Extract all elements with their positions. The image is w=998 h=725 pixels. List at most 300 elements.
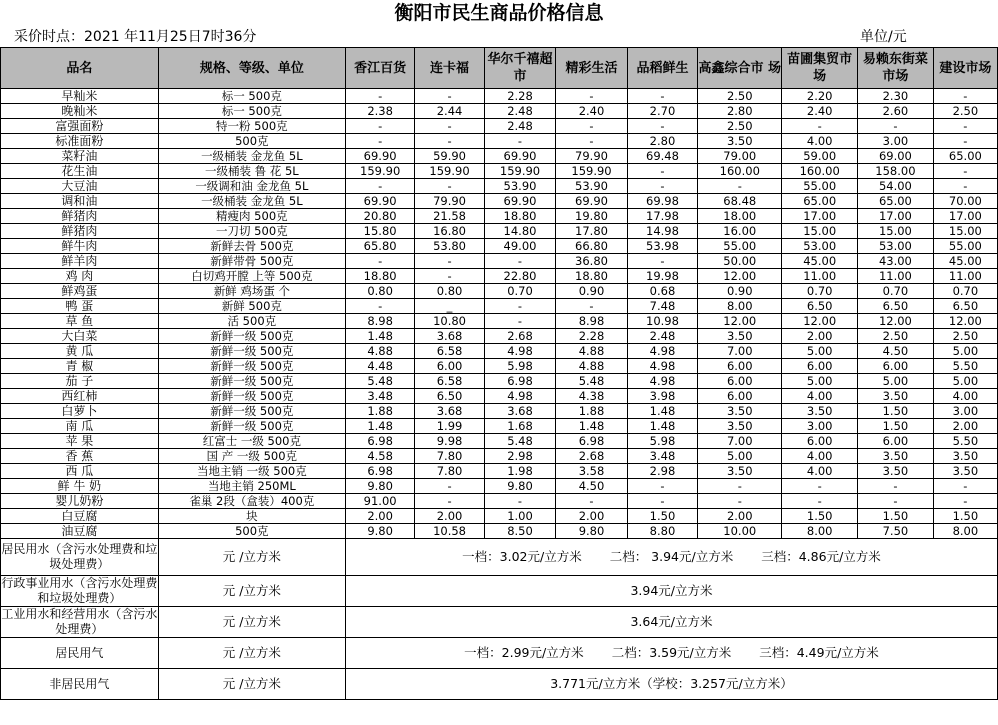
price-cell: 3.00 bbox=[858, 134, 934, 149]
price-cell: 5.48 bbox=[556, 374, 628, 389]
price-cell: 17.00 bbox=[933, 209, 997, 224]
price-cell: 79.90 bbox=[556, 149, 628, 164]
price-cell: 0.80 bbox=[415, 284, 484, 299]
price-cell: - bbox=[933, 164, 997, 179]
table-row bbox=[1, 509, 998, 524]
price-cell: 1.48 bbox=[556, 419, 628, 434]
price-cell: 4.50 bbox=[556, 479, 628, 494]
price-cell: 9.80 bbox=[484, 479, 556, 494]
price-cell: 7.48 bbox=[627, 299, 697, 314]
price-cell: 91.00 bbox=[345, 494, 414, 509]
price-cell: 3.50 bbox=[698, 134, 782, 149]
price-cell: 15.80 bbox=[345, 224, 414, 239]
price-cell: 2.68 bbox=[484, 329, 556, 344]
price-cell: 17.80 bbox=[556, 224, 628, 239]
product-name: 大白菜 bbox=[1, 329, 159, 344]
table-row bbox=[1, 179, 998, 194]
table-row bbox=[1, 524, 998, 539]
price-cell: 79.90 bbox=[415, 194, 484, 209]
product-spec: 新鲜一级 500克 bbox=[158, 404, 345, 419]
price-cell: 7.00 bbox=[698, 344, 782, 359]
price-cell: - bbox=[627, 479, 697, 494]
price-cell: 4.00 bbox=[782, 134, 858, 149]
product-spec: 当地主销 一级 500克 bbox=[158, 464, 345, 479]
price-cell: 2.28 bbox=[484, 89, 556, 104]
price-cell: 8.98 bbox=[556, 314, 628, 329]
price-cell: 10.58 bbox=[415, 524, 484, 539]
price-cell: 2.20 bbox=[782, 89, 858, 104]
unit-label: 单位/元 bbox=[860, 29, 907, 45]
price-cell: 12.00 bbox=[698, 269, 782, 284]
utility-tier: 3.94元/立方米 bbox=[630, 583, 713, 598]
product-name: 青 椒 bbox=[1, 359, 159, 374]
price-cell: - bbox=[782, 479, 858, 494]
product-spec: 红富士 一级 500克 bbox=[158, 434, 345, 449]
price-cell: 3.68 bbox=[415, 404, 484, 419]
table-row bbox=[1, 89, 998, 104]
price-cell: 5.98 bbox=[484, 359, 556, 374]
price-cell: 8.50 bbox=[484, 524, 556, 539]
price-cell: 3.48 bbox=[627, 449, 697, 464]
price-cell: 4.00 bbox=[782, 449, 858, 464]
price-cell: - bbox=[484, 254, 556, 269]
price-cell: 12.00 bbox=[933, 314, 997, 329]
price-cell: - bbox=[415, 494, 484, 509]
product-spec: 特一粉 500克 bbox=[158, 119, 345, 134]
price-cell: 4.48 bbox=[345, 359, 414, 374]
price-cell: 4.98 bbox=[627, 374, 697, 389]
price-cell: 0.70 bbox=[933, 284, 997, 299]
product-spec: 白切鸡开膛 上等 500克 bbox=[158, 269, 345, 284]
subtitle-bar bbox=[0, 27, 998, 47]
price-cell: 0.68 bbox=[627, 284, 697, 299]
price-cell: 6.00 bbox=[698, 389, 782, 404]
utility-tier: 二档：3.59元/立方米 bbox=[611, 645, 732, 660]
price-cell: 69.90 bbox=[345, 194, 414, 209]
price-cell: - bbox=[782, 494, 858, 509]
product-spec: 一级桶装 金龙鱼 5L bbox=[158, 194, 345, 209]
product-name: 白豆腐 bbox=[1, 509, 159, 524]
price-cell: 5.48 bbox=[345, 374, 414, 389]
price-cell: 159.90 bbox=[415, 164, 484, 179]
price-cell: 53.98 bbox=[627, 239, 697, 254]
product-spec: 国 产 一级 500克 bbox=[158, 449, 345, 464]
price-cell: 6.50 bbox=[415, 389, 484, 404]
price-cell: 6.98 bbox=[345, 464, 414, 479]
utility-unit: 元 /立方米 bbox=[158, 576, 345, 607]
price-cell: 1.50 bbox=[858, 509, 934, 524]
product-spec: 新鲜带骨 500克 bbox=[158, 254, 345, 269]
price-cell: - bbox=[627, 89, 697, 104]
price-cell: - bbox=[698, 479, 782, 494]
price-cell: 5.50 bbox=[933, 434, 997, 449]
header-store: 华尔千禧超 市 bbox=[484, 48, 556, 89]
product-spec: 当地主销 250ML bbox=[158, 479, 345, 494]
price-cell: 2.44 bbox=[415, 104, 484, 119]
table-row bbox=[1, 449, 998, 464]
product-name: 鲜猪肉 bbox=[1, 209, 159, 224]
price-cell: - bbox=[933, 89, 997, 104]
price-cell: 1.68 bbox=[484, 419, 556, 434]
price-cell: 0.90 bbox=[556, 284, 628, 299]
price-cell: 65.00 bbox=[782, 194, 858, 209]
price-cell: - bbox=[556, 89, 628, 104]
product-spec: 标一 500克 bbox=[158, 104, 345, 119]
price-cell: - bbox=[698, 494, 782, 509]
price-cell: 1.50 bbox=[858, 404, 934, 419]
utility-price bbox=[345, 576, 997, 607]
price-cell: 16.00 bbox=[698, 224, 782, 239]
header-name: 品名 bbox=[1, 48, 159, 89]
price-cell: 3.58 bbox=[556, 464, 628, 479]
price-cell: 53.00 bbox=[858, 239, 934, 254]
utility-unit: 元 /立方米 bbox=[158, 669, 345, 700]
price-cell: - bbox=[627, 164, 697, 179]
price-cell: 17.98 bbox=[627, 209, 697, 224]
product-spec: 新鲜 500克 bbox=[158, 299, 345, 314]
price-cell: 3.50 bbox=[698, 329, 782, 344]
table-row bbox=[1, 434, 998, 449]
price-cell: - bbox=[556, 134, 628, 149]
utility-tier: 三档：4.49元/立方米 bbox=[759, 645, 879, 660]
price-cell: 19.98 bbox=[627, 269, 697, 284]
price-cell: 2.00 bbox=[782, 329, 858, 344]
price-cell: 6.98 bbox=[484, 374, 556, 389]
price-cell: 2.00 bbox=[556, 509, 628, 524]
price-cell: 4.88 bbox=[345, 344, 414, 359]
price-cell: 21.58 bbox=[415, 209, 484, 224]
table-row bbox=[1, 299, 998, 314]
price-cell: 3.98 bbox=[627, 389, 697, 404]
table-row bbox=[1, 269, 998, 284]
price-cell: 65.00 bbox=[933, 149, 997, 164]
product-name: 草 鱼 bbox=[1, 314, 159, 329]
price-cell: 0.80 bbox=[345, 284, 414, 299]
table-row bbox=[1, 284, 998, 299]
price-cell: 8.80 bbox=[627, 524, 697, 539]
price-cell: 9.80 bbox=[345, 479, 414, 494]
table-row bbox=[1, 464, 998, 479]
price-cell: 2.50 bbox=[858, 329, 934, 344]
price-cell: 6.00 bbox=[782, 359, 858, 374]
price-cell: - bbox=[858, 119, 934, 134]
price-cell: 12.00 bbox=[782, 314, 858, 329]
utility-tier: 一档：3.02元/立方米 bbox=[462, 549, 582, 564]
price-cell: 6.00 bbox=[415, 359, 484, 374]
price-cell: 1.88 bbox=[556, 404, 628, 419]
price-cell: 11.00 bbox=[782, 269, 858, 284]
price-cell: 14.98 bbox=[627, 224, 697, 239]
price-cell: 3.50 bbox=[933, 449, 997, 464]
product-name: 西红柿 bbox=[1, 389, 159, 404]
price-cell: - bbox=[858, 494, 934, 509]
price-cell: 53.90 bbox=[484, 179, 556, 194]
price-cell: - bbox=[933, 119, 997, 134]
price-cell: 4.98 bbox=[484, 389, 556, 404]
price-cell: 3.50 bbox=[933, 464, 997, 479]
price-cell: 53.80 bbox=[415, 239, 484, 254]
price-cell: 3.50 bbox=[782, 404, 858, 419]
product-spec: 新鲜一级 500克 bbox=[158, 344, 345, 359]
price-cell: - bbox=[345, 254, 414, 269]
price-cell: 65.80 bbox=[345, 239, 414, 254]
price-cell: 2.50 bbox=[698, 119, 782, 134]
price-cell: 3.68 bbox=[415, 329, 484, 344]
price-cell: - bbox=[415, 479, 484, 494]
header-store: 连卡福 bbox=[415, 48, 484, 89]
price-cell: 4.00 bbox=[782, 389, 858, 404]
product-name: 鲜牛肉 bbox=[1, 239, 159, 254]
product-name: 大豆油 bbox=[1, 179, 159, 194]
product-name: 香 蕉 bbox=[1, 449, 159, 464]
price-cell: - bbox=[345, 299, 414, 314]
price-cell: 2.70 bbox=[627, 104, 697, 119]
table-row bbox=[1, 374, 998, 389]
product-spec: 500克 bbox=[158, 134, 345, 149]
utility-row bbox=[1, 638, 998, 669]
table-row bbox=[1, 209, 998, 224]
price-cell: 4.38 bbox=[556, 389, 628, 404]
price-cell: 2.00 bbox=[933, 419, 997, 434]
product-name: 黄 瓜 bbox=[1, 344, 159, 359]
price-cell: 15.00 bbox=[933, 224, 997, 239]
price-cell: 3.50 bbox=[858, 449, 934, 464]
price-cell: 11.00 bbox=[858, 269, 934, 284]
price-cell: 2.50 bbox=[698, 89, 782, 104]
product-name: 晚籼米 bbox=[1, 104, 159, 119]
price-cell: 5.98 bbox=[627, 434, 697, 449]
price-cell: 2.48 bbox=[484, 104, 556, 119]
product-spec: 新鲜一级 500克 bbox=[158, 329, 345, 344]
price-cell: 1.48 bbox=[627, 419, 697, 434]
utility-name: 工业用水和经营用水（含污水处理费） bbox=[1, 607, 158, 636]
price-cell: 69.90 bbox=[556, 194, 628, 209]
price-cell: 3.50 bbox=[698, 419, 782, 434]
utility-price bbox=[345, 638, 997, 669]
product-spec: 新鲜 鸡场蛋 个 bbox=[158, 284, 345, 299]
price-cell: 0.70 bbox=[858, 284, 934, 299]
price-cell: - bbox=[556, 494, 628, 509]
price-cell: 2.28 bbox=[556, 329, 628, 344]
product-spec: 新鲜去骨 500克 bbox=[158, 239, 345, 254]
table-row bbox=[1, 134, 998, 149]
table-row bbox=[1, 389, 998, 404]
price-cell: 5.00 bbox=[933, 374, 997, 389]
price-cell: - bbox=[933, 494, 997, 509]
product-spec: 一刀切 500克 bbox=[158, 224, 345, 239]
price-cell: 53.00 bbox=[782, 239, 858, 254]
utility-price bbox=[345, 669, 997, 700]
price-cell: 18.80 bbox=[556, 269, 628, 284]
product-spec: 500克 bbox=[158, 524, 345, 539]
product-name: 富强面粉 bbox=[1, 119, 159, 134]
price-cell: 69.90 bbox=[345, 149, 414, 164]
table-row bbox=[1, 479, 998, 494]
page-title: 衡阳市民生商品价格信息 bbox=[394, 2, 604, 24]
product-name: 西 瓜 bbox=[1, 464, 159, 479]
product-spec: 一级桶装 金龙鱼 5L bbox=[158, 149, 345, 164]
utility-name: 居民用气 bbox=[1, 638, 159, 669]
price-cell: 8.98 bbox=[345, 314, 414, 329]
product-name: 鲜羊肉 bbox=[1, 254, 159, 269]
price-cell: 55.00 bbox=[782, 179, 858, 194]
price-cell: 9.98 bbox=[415, 434, 484, 449]
table-row bbox=[1, 359, 998, 374]
product-name: 鲜鸡蛋 bbox=[1, 284, 159, 299]
price-cell: 50.00 bbox=[698, 254, 782, 269]
price-cell: - bbox=[698, 179, 782, 194]
price-cell: 3.50 bbox=[858, 464, 934, 479]
price-cell: 7.80 bbox=[415, 464, 484, 479]
utility-unit: 元 /立方米 bbox=[158, 539, 345, 576]
price-cell: - bbox=[484, 314, 556, 329]
header-store: 精彩生活 bbox=[556, 48, 628, 89]
price-cell: 10.98 bbox=[627, 314, 697, 329]
header-store: 高鑫综合市 场 bbox=[698, 48, 782, 89]
price-cell: - bbox=[415, 269, 484, 284]
price-cell: - bbox=[484, 494, 556, 509]
utility-unit: 元 /立方米 bbox=[158, 607, 345, 638]
price-cell: 5.00 bbox=[858, 374, 934, 389]
price-cell: 5.00 bbox=[782, 344, 858, 359]
table-row bbox=[1, 149, 998, 164]
price-cell: 1.50 bbox=[858, 419, 934, 434]
price-cell: 6.00 bbox=[698, 374, 782, 389]
price-cell: 7.00 bbox=[698, 434, 782, 449]
price-cell: 4.00 bbox=[782, 464, 858, 479]
price-cell: - bbox=[415, 89, 484, 104]
product-name: 菜籽油 bbox=[1, 149, 159, 164]
utility-name: 居民用水（含污水处理费和垃圾处理费） bbox=[1, 539, 159, 576]
product-name: 鲜 牛 奶 bbox=[1, 479, 159, 494]
price-cell: 1.48 bbox=[627, 404, 697, 419]
price-cell: 3.00 bbox=[933, 404, 997, 419]
header-store: 建设市场 bbox=[933, 48, 997, 89]
price-cell: 4.88 bbox=[556, 344, 628, 359]
price-cell: 159.90 bbox=[484, 164, 556, 179]
product-name: 油豆腐 bbox=[1, 524, 159, 539]
price-cell: 3.00 bbox=[782, 419, 858, 434]
price-cell: 6.00 bbox=[782, 434, 858, 449]
price-cell: 2.00 bbox=[415, 509, 484, 524]
price-cell: 0.70 bbox=[484, 284, 556, 299]
price-cell: 7.80 bbox=[415, 449, 484, 464]
price-cell: 160.00 bbox=[698, 164, 782, 179]
price-cell: 69.00 bbox=[858, 149, 934, 164]
price-cell: 2.48 bbox=[627, 329, 697, 344]
price-cell: - bbox=[627, 494, 697, 509]
price-cell: 6.50 bbox=[933, 299, 997, 314]
price-cell: 9.80 bbox=[556, 524, 628, 539]
header-store: 苗圃集贸市 场 bbox=[782, 48, 858, 89]
price-cell: 3.50 bbox=[698, 404, 782, 419]
utility-row bbox=[1, 669, 998, 700]
header-row bbox=[1, 48, 998, 89]
price-cell: 4.98 bbox=[627, 344, 697, 359]
table-row bbox=[1, 254, 998, 269]
price-cell: 55.00 bbox=[698, 239, 782, 254]
utility-row bbox=[1, 539, 998, 576]
product-name: 早籼米 bbox=[1, 89, 159, 104]
table-row bbox=[1, 404, 998, 419]
price-cell: 1.50 bbox=[782, 509, 858, 524]
price-cell: 15.00 bbox=[858, 224, 934, 239]
price-cell: 2.38 bbox=[345, 104, 414, 119]
price-cell: 4.98 bbox=[484, 344, 556, 359]
price-cell: - bbox=[415, 119, 484, 134]
price-cell: 6.58 bbox=[415, 344, 484, 359]
price-cell: 53.90 bbox=[556, 179, 628, 194]
product-name: 苹 果 bbox=[1, 434, 159, 449]
price-cell: 2.98 bbox=[627, 464, 697, 479]
price-cell: 79.00 bbox=[698, 149, 782, 164]
price-cell: - bbox=[933, 479, 997, 494]
table-row bbox=[1, 104, 998, 119]
product-name: 鲜猪肉 bbox=[1, 224, 159, 239]
product-spec: 标一 500克 bbox=[158, 89, 345, 104]
price-cell: 1.99 bbox=[415, 419, 484, 434]
price-cell: - bbox=[415, 254, 484, 269]
price-cell: 17.00 bbox=[782, 209, 858, 224]
product-spec: 块 bbox=[158, 509, 345, 524]
price-cell: 2.30 bbox=[858, 89, 934, 104]
price-cell: 55.00 bbox=[933, 239, 997, 254]
utility-tier: 3.64元/立方米 bbox=[630, 614, 713, 629]
price-cell: 8.00 bbox=[933, 524, 997, 539]
price-cell: 4.00 bbox=[933, 389, 997, 404]
price-cell: 69.90 bbox=[484, 149, 556, 164]
price-cell: 22.80 bbox=[484, 269, 556, 284]
price-cell: 45.00 bbox=[933, 254, 997, 269]
product-spec: 新鲜一级 500克 bbox=[158, 389, 345, 404]
collect-time: 采价时点：2021 年11月25日7时36分 bbox=[14, 29, 257, 45]
price-cell: 2.48 bbox=[484, 119, 556, 134]
product-name: 鸭 蛋 bbox=[1, 299, 159, 314]
price-cell: 2.68 bbox=[556, 449, 628, 464]
price-cell: - bbox=[933, 179, 997, 194]
price-cell: 6.00 bbox=[858, 359, 934, 374]
price-cell: 1.50 bbox=[933, 509, 997, 524]
price-cell: 5.00 bbox=[698, 449, 782, 464]
utility-name: 行政事业用水（含污水处理费和垃圾处理费） bbox=[1, 576, 158, 605]
price-cell: 10.80 bbox=[415, 314, 484, 329]
price-cell: 6.50 bbox=[858, 299, 934, 314]
price-cell: - bbox=[345, 89, 414, 104]
price-cell: 2.40 bbox=[556, 104, 628, 119]
price-cell: 5.50 bbox=[933, 359, 997, 374]
price-cell: 65.00 bbox=[858, 194, 934, 209]
price-cell: 2.60 bbox=[858, 104, 934, 119]
price-cell: 69.90 bbox=[484, 194, 556, 209]
price-cell: 14.80 bbox=[484, 224, 556, 239]
utility-tier: 一档：2.99元/立方米 bbox=[464, 645, 584, 660]
price-cell: 2.80 bbox=[698, 104, 782, 119]
product-name: 标准面粉 bbox=[1, 134, 159, 149]
table-row bbox=[1, 224, 998, 239]
price-cell: 6.00 bbox=[698, 359, 782, 374]
utility-tier: 3.771元/立方米（学校：3.257元/立方米） bbox=[550, 676, 793, 691]
product-spec: 雀巢 2段（盒装）400克 bbox=[158, 494, 345, 509]
table-row bbox=[1, 239, 998, 254]
price-cell: 6.00 bbox=[858, 434, 934, 449]
price-cell: 11.00 bbox=[933, 269, 997, 284]
header-store: 品稻鲜生 bbox=[627, 48, 697, 89]
price-cell: - bbox=[415, 134, 484, 149]
price-cell: 2.80 bbox=[627, 134, 697, 149]
price-cell: 43.00 bbox=[858, 254, 934, 269]
price-cell: - bbox=[345, 179, 414, 194]
price-cell: - bbox=[782, 119, 858, 134]
